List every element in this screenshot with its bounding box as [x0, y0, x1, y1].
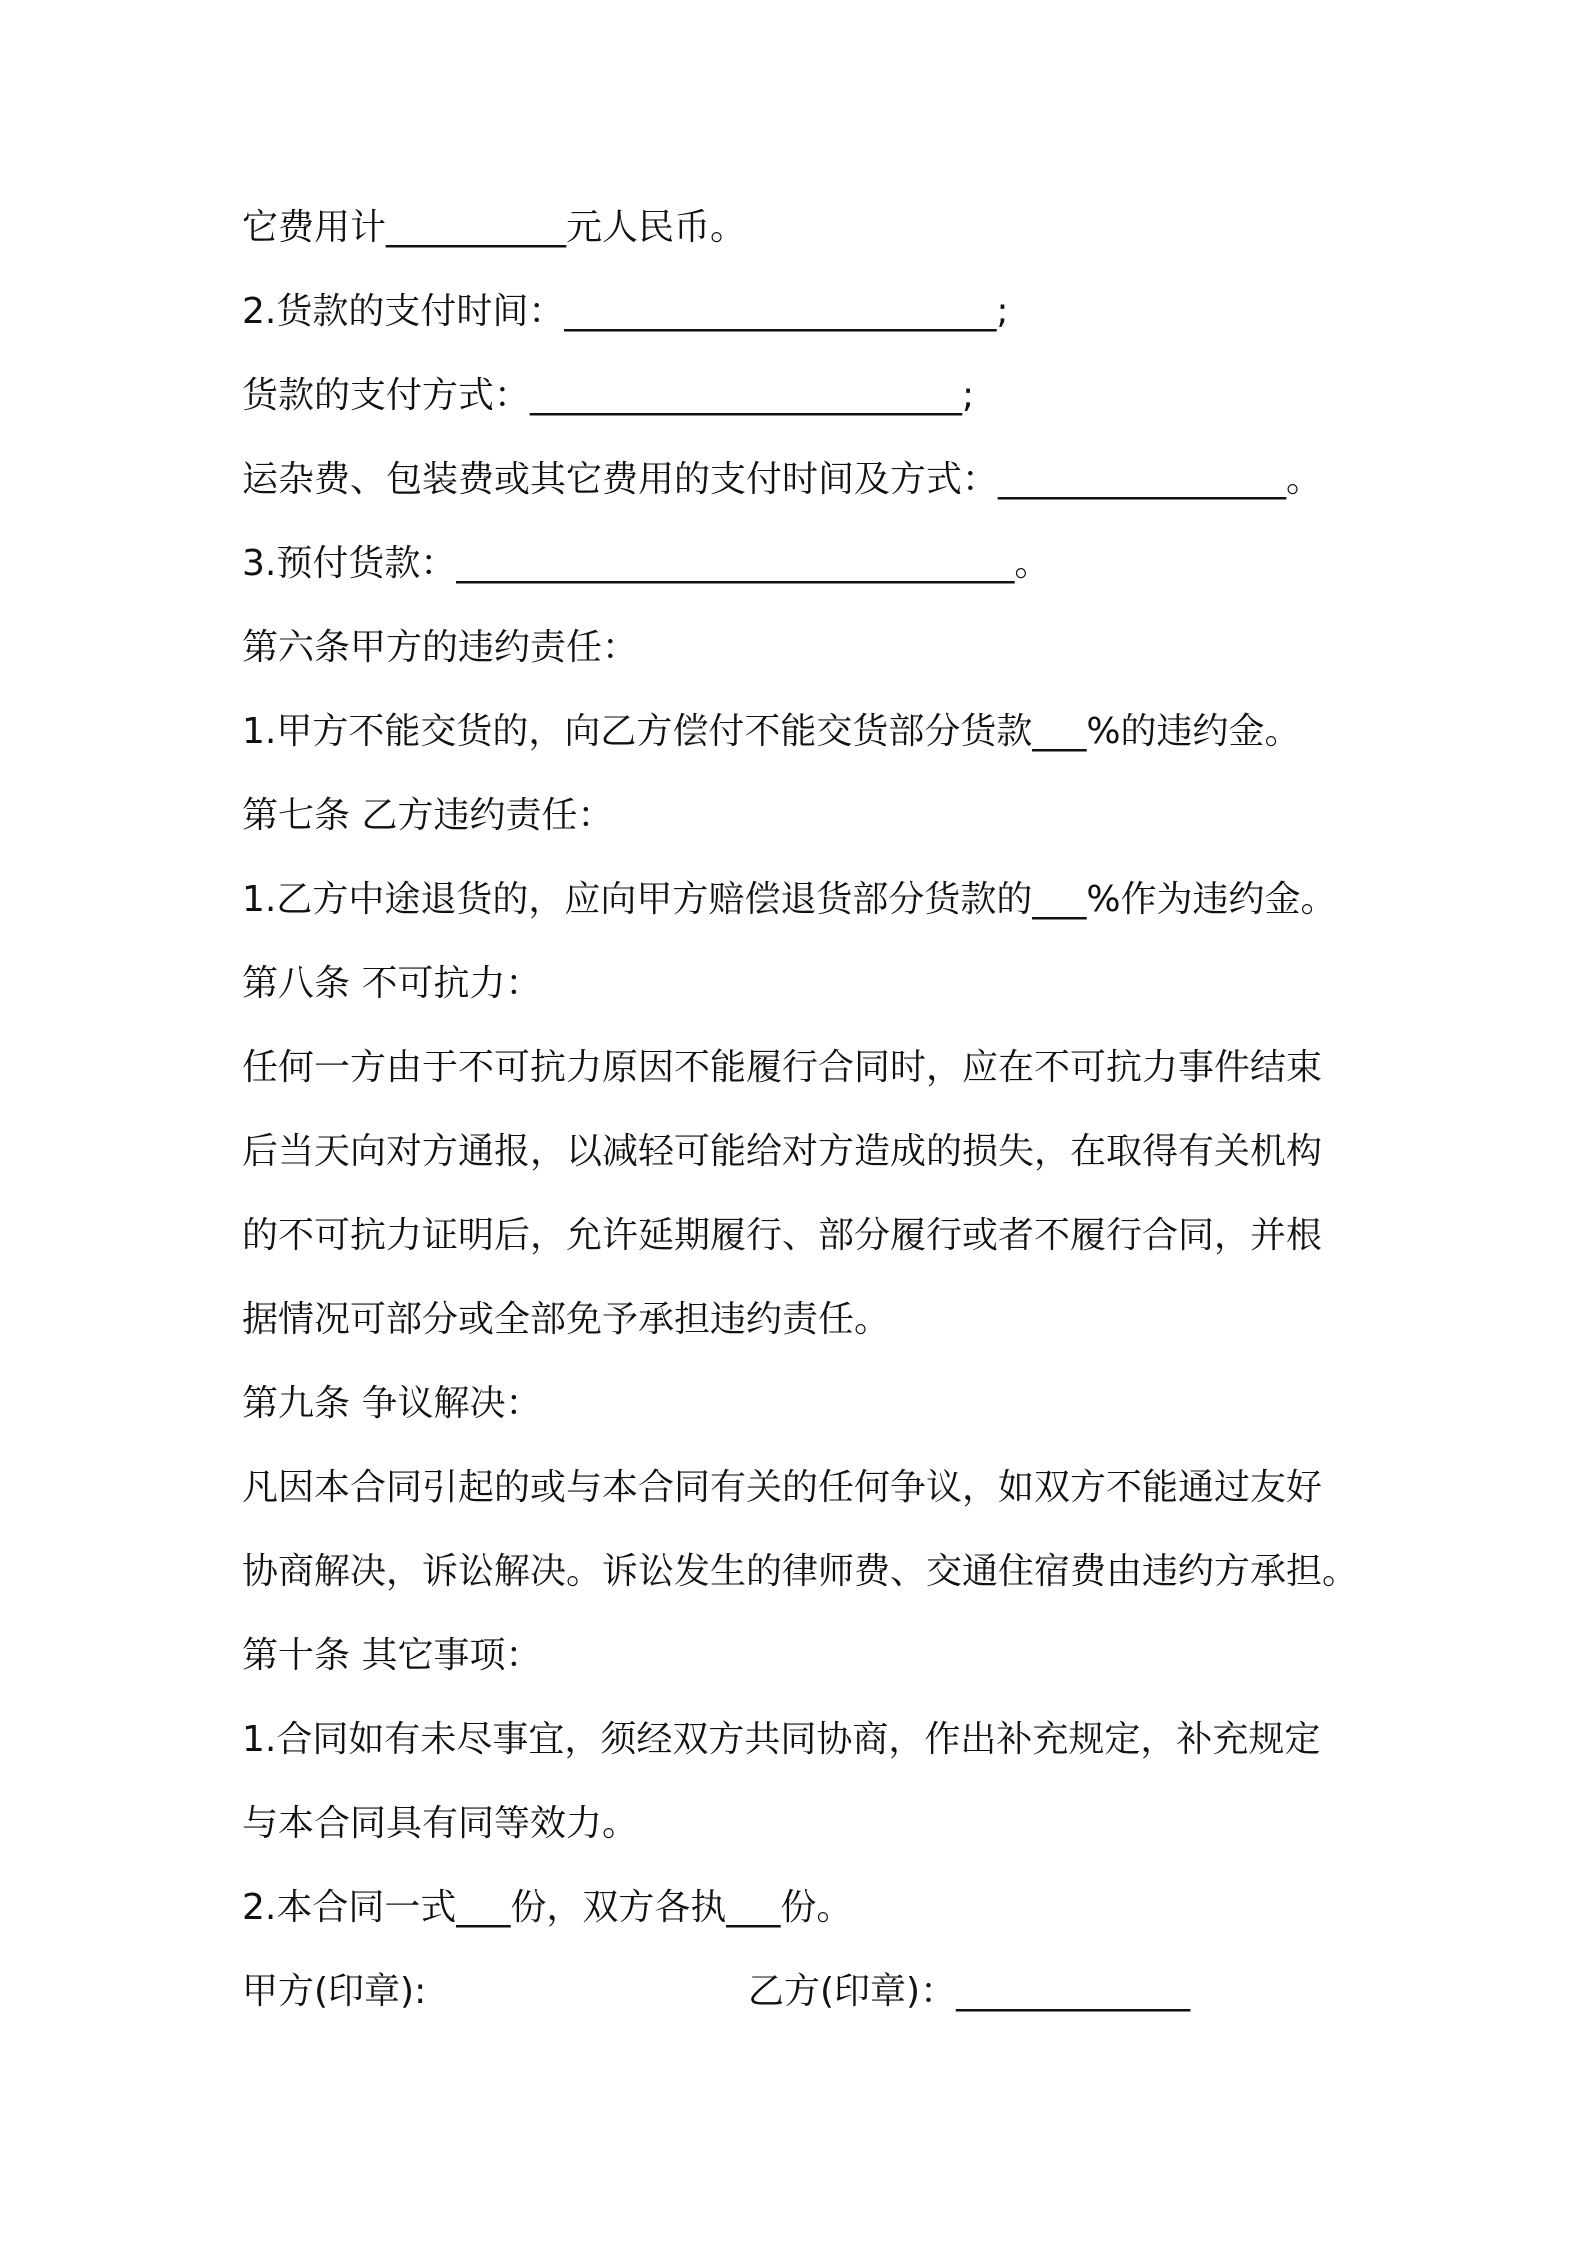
prepayment-line: 3.预付货款：_______________________________。: [242, 543, 1051, 584]
article-8-heading: 第八条 不可抗力：: [242, 963, 542, 1004]
party-a-seal-label: 甲方(印章):: [242, 1971, 427, 2012]
article-8-text-line: 的不可抗力证明后，允许延期履行、部分履行或者不履行合同，并根: [242, 1215, 1323, 1256]
article-10-clause-1-cont: 与本合同具有同等效力。: [242, 1803, 639, 1844]
party-b-seal-label: 乙方(印章)：_____________: [748, 1971, 1191, 2012]
contract-body: [242, 186, 1372, 2034]
article-10-clause-1: 1.合同如有未尽事宜，须经双方共同协商，作出补充规定，补充规定: [242, 1719, 1321, 1760]
article-8-text-line: 任何一方由于不可抗力原因不能履行合同时，应在不可抗力事件结束: [242, 1047, 1323, 1088]
article-10-clause-2: 2.本合同一式___份，双方各执___份。: [242, 1887, 853, 1928]
signature-row: [242, 1950, 1372, 2034]
article-6-heading: 第六条甲方的违约责任：: [242, 627, 639, 668]
article-7-heading: 第七条 乙方违约责任：: [242, 795, 614, 836]
shipping-fee-payment-line: 运杂费、包装费或其它费用的支付时间及方式：________________。: [242, 459, 1323, 500]
article-8-text-line: 据情况可部分或全部免予承担违约责任。: [242, 1299, 891, 1340]
article-9-text-line: 凡因本合同引起的或与本合同有关的任何争议，如双方不能通过友好: [242, 1467, 1323, 1508]
payment-method-line: 货款的支付方式：________________________;: [242, 375, 975, 416]
article-8-text-line: 后当天向对方通报，以减轻可能给对方造成的损失，在取得有关机构: [242, 1131, 1323, 1172]
article-9-heading: 第九条 争议解决：: [242, 1383, 542, 1424]
article-10-heading: 第十条 其它事项：: [242, 1635, 542, 1676]
article-9-text-line: 协商解决，诉讼解决。诉讼发生的律师费、交通住宿费由违约方承担。: [242, 1551, 1359, 1592]
article-6-clause-1: 1.甲方不能交货的，向乙方偿付不能交货部分货款___%的违约金。: [242, 711, 1301, 752]
other-fees-line: 它费用计__________元人民币。: [242, 207, 747, 248]
payment-time-line: 2.货款的支付时间：________________________;: [242, 291, 1009, 332]
article-7-clause-1: 1.乙方中途退货的，应向甲方赔偿退货部分货款的___%作为违约金。: [242, 879, 1337, 920]
